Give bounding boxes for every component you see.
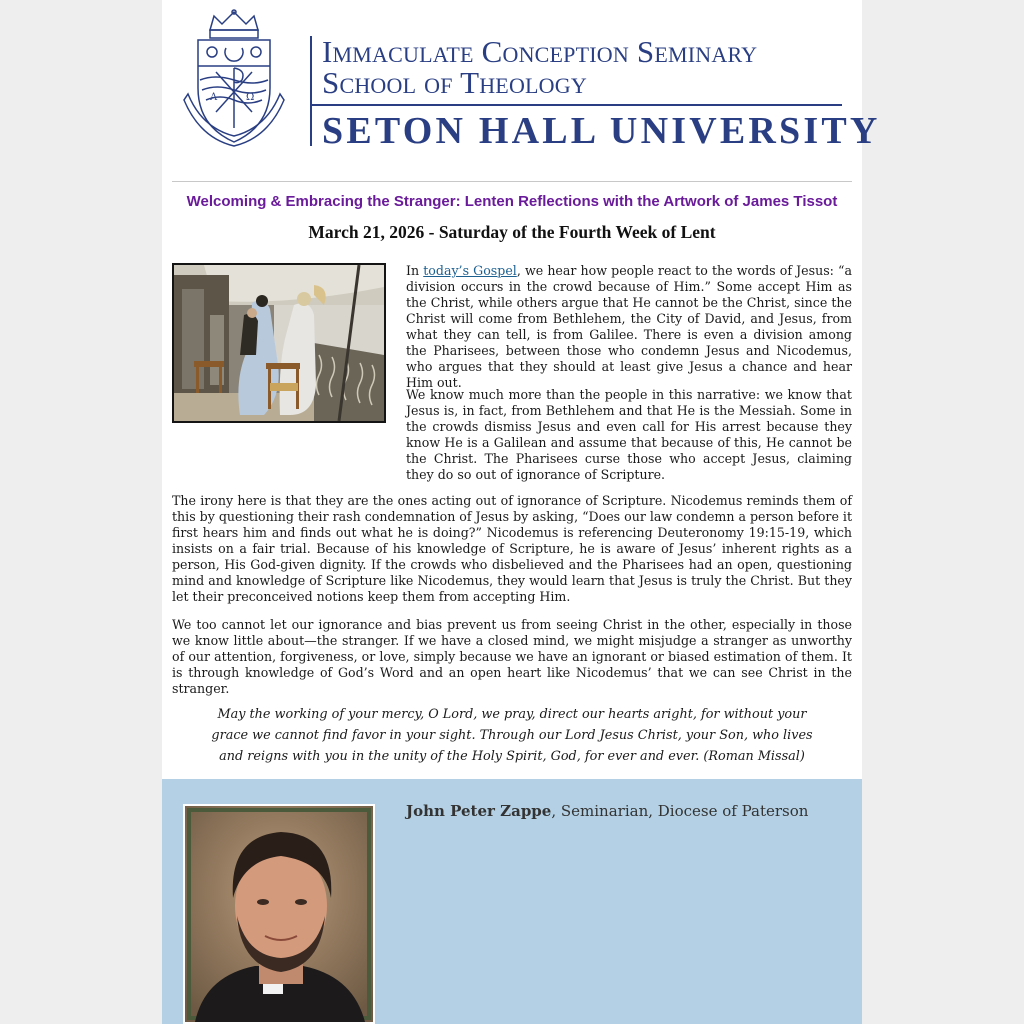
reflection-paragraph-4: We too cannot let our ignorance and bias prevent us from seeing Christ in the other, especially in those we know little about—the stranger. If we have a closed mind, we might misjudge a stranger as unworthy of our attention, forgiveness, or love, simply because we have an ignorant or biased estimation of them. It is through knowledge of God’s Word and an open heart like Nicodemus’ that we can see Christ in the stranger.	[172, 617, 852, 696]
prayer-line: May the working of your mercy, O Lord, we pray, direct our hearts aright, for without your	[217, 707, 807, 722]
series-title: Welcoming & Embracing the Stranger: Lenten Reflections with the Artwork of James Tissot	[186, 193, 838, 210]
reflection-paragraph-2: We know much more than the people in this narrative: we know that Jesus is, in fact, from Bethlehem and that He is the Messiah. Some in the crowds dismiss Jesus and even call for His arrest because they know He is a Galilean and assume that because of this, He cannot be the Christ. The Pharisees curse those who accept Jesus, claiming they do so out of ignorance of Scripture.	[406, 387, 852, 482]
svg-text:Ω: Ω	[246, 92, 255, 103]
reflection-paragraph-1	[406, 263, 852, 391]
author-portrait-icon	[185, 806, 373, 1022]
author-role: , Seminarian, Diocese of Paterson	[551, 802, 809, 820]
author-photo	[183, 804, 375, 1024]
prayer-line: grace we cannot find favor in your sight. Through our Lord Jesus Christ, your Son, who lives	[211, 728, 813, 743]
logo-school-name: School of Theology	[322, 65, 587, 100]
author-credit	[406, 802, 808, 820]
todays-gospel-link[interactable]: today’s Gospel	[423, 263, 517, 278]
svg-text:A: A	[210, 92, 218, 103]
header-divider	[172, 181, 852, 182]
closing-prayer	[192, 704, 832, 767]
tissot-artwork-image	[172, 263, 386, 423]
seminary-crest-icon	[180, 8, 288, 150]
paragraph-text: In	[406, 263, 424, 278]
seminary-logo	[180, 8, 881, 152]
author-name: John Peter Zappe	[406, 802, 552, 820]
painting-icon	[174, 265, 384, 421]
date-title: March 21, 2026 - Saturday of the Fourth Week of Lent	[308, 222, 716, 242]
logo-seminary-name: Immaculate Conception Seminary	[322, 34, 758, 69]
newsletter-page	[162, 0, 881, 1024]
prayer-line: and reigns with you in the unity of the Holy Spirit, God, for ever and ever. (Roman Missal)	[219, 749, 805, 764]
logo-divider-horizontal	[312, 104, 842, 106]
author-section	[162, 779, 862, 1024]
logo-divider-vertical	[310, 36, 312, 146]
logo-university-name: SETON HALL UNIVERSITY	[322, 110, 881, 152]
reflection-paragraph-3: The irony here is that they are the ones acting out of ignorance of Scripture. Nicodemus reminds them of this by questioning their rash condemnation of Jesus by asking, “Does our law condemn a person before it first hears him and finds out what he is doing?” Nicodemus is referencing Deuteronomy 19:15-19, which insists on a fair trial. Because of his knowledge of Scripture, he is aware of Jesus’ inherent rights as a person, His God-given dignity. If the crowds who disbelieved and the Pharisees had an open, questioning mind and knowledge of Scripture like Nicodemus, they would learn that Jesus is truly the Christ. But they let their preconceived notions keep them from accepting Him.	[172, 493, 853, 604]
paragraph-text: , we hear how people react to the words of Jesus: “a division occurs in the crowd because of Him.” Some accept Him as the Christ, while others argue that He cannot be the Christ, since the Christ will come from Bethlehem, the City of David, and Jesus, from what they can tell, is from Galilee. There is even a division among the Pharisees, between those who condemn Jesus and Nicodemus, who argues that they should at least give Jesus a chance and hear Him out.	[406, 263, 852, 390]
